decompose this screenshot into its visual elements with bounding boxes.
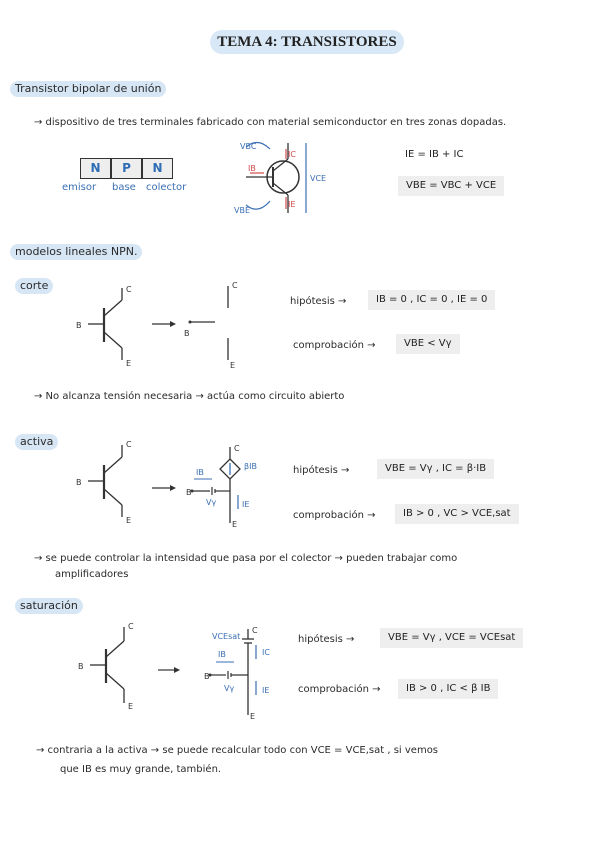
svg-text:E: E: [128, 702, 134, 711]
sat-check-label: comprobación →: [298, 684, 381, 695]
svg-text:E: E: [230, 361, 236, 370]
svg-text:B: B: [76, 478, 82, 487]
activa-note-line1: → se puede controlar la intensidad que pasa por el colector → pueden trabajar como: [34, 553, 458, 564]
page-title: TEMA 4: TRANSISTORES: [210, 30, 404, 54]
svg-text:E: E: [126, 516, 132, 525]
corte-check-label: comprobación →: [293, 340, 376, 351]
svg-text:C: C: [126, 440, 132, 449]
svg-text:B: B: [184, 329, 190, 338]
svg-text:B: B: [78, 662, 84, 671]
vce-label: VCE: [310, 174, 327, 183]
activa-check: IB > 0 , VC > VCE,sat: [395, 504, 519, 524]
corte-diagram: [70, 280, 270, 370]
vbc-label: VBC: [240, 142, 257, 151]
sat-note-line1: → contraria a la activa → se puede recalcular todo con VCE = VCE,sat , si vemos: [36, 745, 439, 756]
mode-label-activa: activa: [15, 434, 58, 450]
zone-label-base: base: [112, 182, 136, 193]
mode-label-corte: corte: [15, 278, 53, 294]
corte-hypothesis: IB = 0 , IC = 0 , IE = 0: [368, 290, 495, 310]
sat-hypothesis: VBE = Vγ , VCE = VCEsat: [380, 628, 523, 648]
ic-label: IC: [288, 150, 296, 159]
svg-text:C: C: [126, 285, 132, 294]
sat-ic-label: IC: [262, 648, 270, 657]
svg-text:C: C: [234, 444, 240, 453]
sat-check: IB > 0 , IC < β IB: [398, 679, 498, 699]
activa-hypothesis-label: hipótesis →: [293, 465, 350, 476]
svg-text:C: C: [252, 626, 258, 635]
corte-note: → No alcanza tensión necesaria → actúa como circuito abierto: [34, 391, 345, 402]
activa-ib-label: IB: [196, 468, 204, 477]
zone-label-emisor: emisor: [62, 182, 97, 193]
svg-text:C: C: [232, 281, 238, 290]
section-heading-bjt: Transistor bipolar de unión: [10, 81, 166, 97]
activa-source-label: βIB: [244, 462, 257, 471]
activa-ie-label: IE: [242, 500, 250, 509]
sat-vg-label: Vγ: [224, 684, 235, 693]
svg-text:E: E: [232, 520, 238, 529]
section-heading-models: modelos lineales NPN.: [10, 244, 142, 260]
npn-zone-n2: N: [142, 158, 173, 179]
zone-label-colector: colector: [146, 182, 187, 193]
svg-text:B: B: [76, 321, 82, 330]
corte-hypothesis-label: hipótesis →: [290, 296, 347, 307]
activa-note-line2: amplificadores: [55, 569, 129, 580]
npn-zone-n1: N: [80, 158, 111, 179]
svg-text:B: B: [186, 488, 192, 497]
kirchhoff-voltage-eq: VBE = VBC + VCE: [398, 176, 504, 196]
npn-zone-p: P: [111, 158, 142, 179]
bjt-definition: → dispositivo de tres terminales fabricado con material semiconductor en tres zonas dopadas.: [34, 117, 507, 128]
svg-text:E: E: [126, 359, 132, 368]
kirchhoff-current-eq: IE = IB + IC: [405, 149, 464, 160]
sat-ib-label: IB: [218, 650, 226, 659]
activa-vg-label: Vγ: [206, 498, 217, 507]
saturacion-diagram: [70, 615, 280, 720]
sat-hypothesis-label: hipótesis →: [298, 634, 355, 645]
activa-hypothesis: VBE = Vγ , IC = β·IB: [377, 459, 494, 479]
mode-label-saturacion: saturación: [15, 598, 83, 614]
sat-note-line2: que IB es muy grande, también.: [60, 764, 222, 775]
svg-text:B: B: [204, 672, 210, 681]
activa-diagram: [70, 435, 280, 530]
svg-text:E: E: [250, 712, 256, 720]
ib-label: IB: [248, 164, 256, 173]
sat-vcesat-label: VCEsat: [212, 632, 241, 641]
vbe-label: VBE: [234, 206, 251, 215]
activa-check-label: comprobación →: [293, 510, 376, 521]
bjt-symbol-diagram: [228, 135, 338, 220]
svg-text:C: C: [128, 622, 134, 631]
sat-ie-label: IE: [262, 686, 270, 695]
corte-check: VBE < Vγ: [396, 334, 460, 354]
ie-label: IE: [288, 200, 296, 209]
